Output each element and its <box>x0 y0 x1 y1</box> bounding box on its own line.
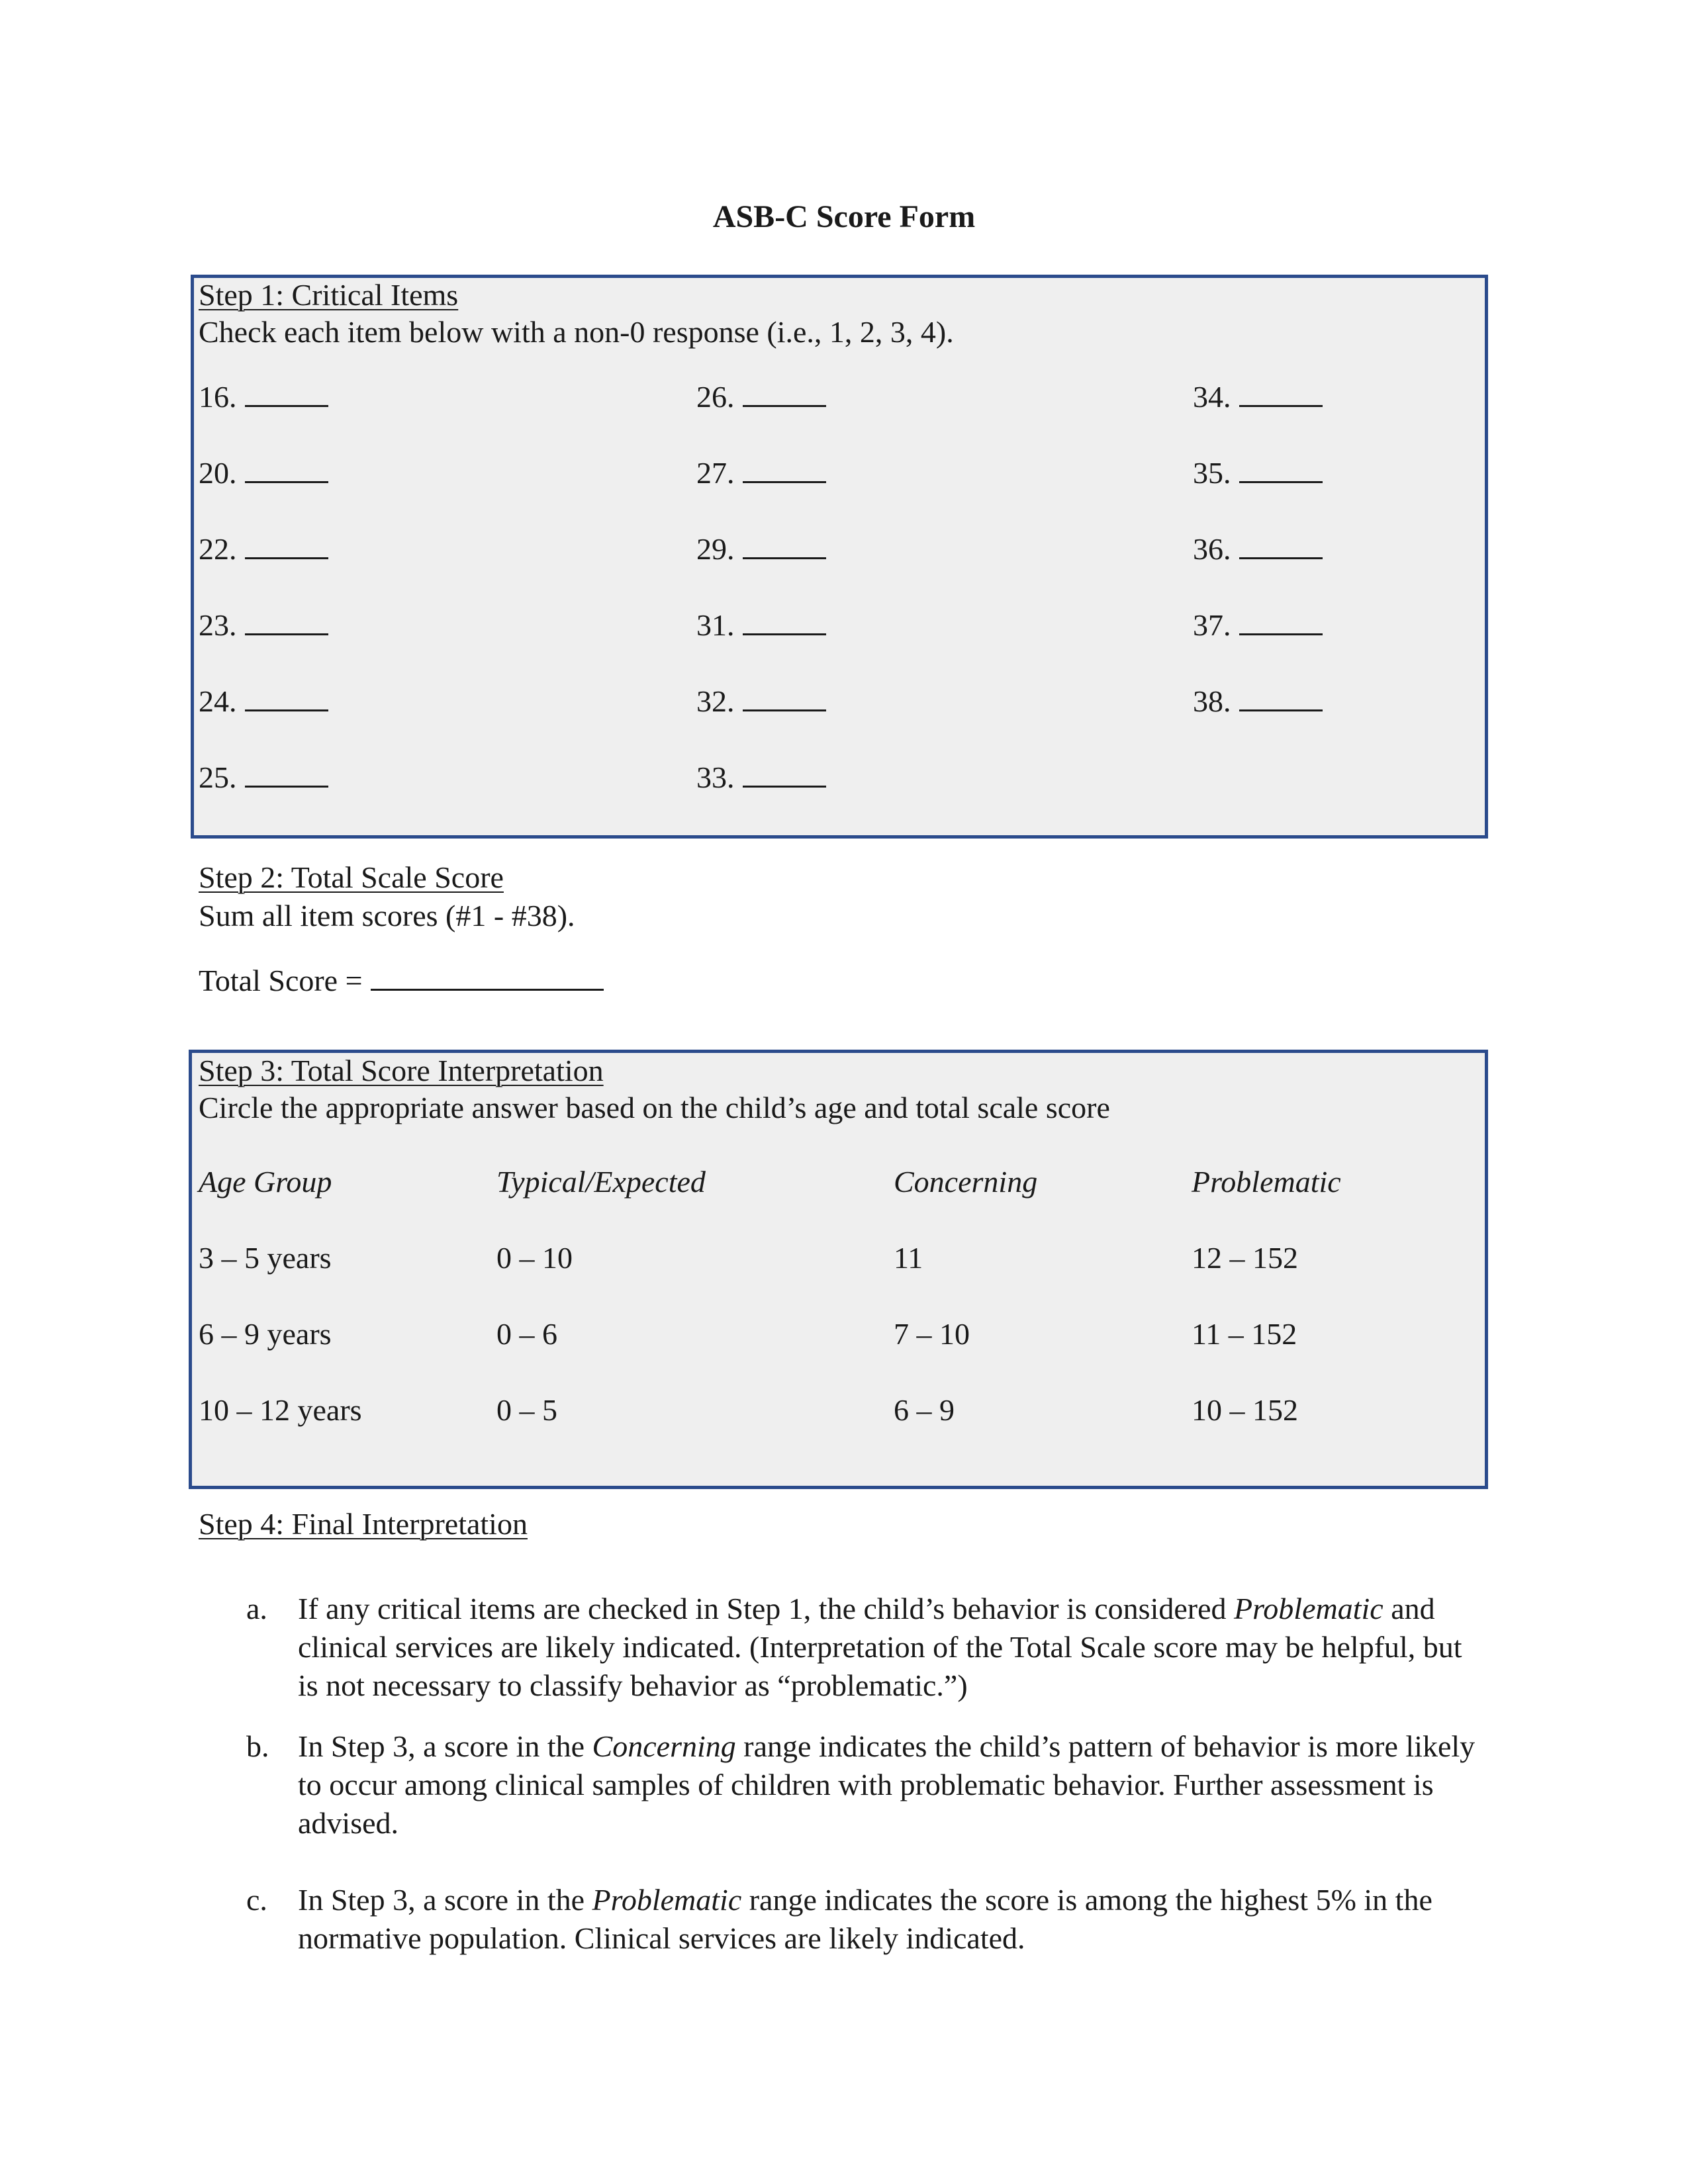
critical-item[interactable] <box>199 377 328 416</box>
table-cell[interactable]: 12 – 152 <box>1192 1241 1298 1275</box>
emphasis: Problematic <box>1234 1592 1383 1625</box>
critical-item[interactable] <box>696 529 826 568</box>
answer-blank[interactable] <box>245 758 328 788</box>
item-number: 22. <box>199 532 237 566</box>
table-cell[interactable]: 0 – 5 <box>496 1393 557 1427</box>
item-number: 35. <box>1193 456 1231 490</box>
header-concerning: Concerning <box>894 1165 1038 1199</box>
item-number: 20. <box>199 456 237 490</box>
critical-item[interactable] <box>1193 682 1323 720</box>
item-number: 34. <box>1193 380 1231 414</box>
answer-blank[interactable] <box>1239 606 1323 635</box>
answer-blank[interactable] <box>743 682 826 711</box>
item-number: 26. <box>696 380 735 414</box>
item-number: 31. <box>696 608 735 642</box>
interpretation-item-b <box>298 1727 1486 1843</box>
text: and clinical services are likely indicated. (Interpretation of the Total Scale score may be helpful, but is not necessary to classify behavior as “problematic.”) <box>298 1592 1462 1702</box>
total-score-blank[interactable] <box>371 961 604 991</box>
critical-item[interactable] <box>1193 606 1323 644</box>
text: In Step 3, a score in the <box>298 1883 592 1917</box>
emphasis: Problematic <box>592 1883 742 1917</box>
text: If any critical items are checked in Step 1, the child’s behavior is considered <box>298 1592 1235 1625</box>
answer-blank[interactable] <box>743 529 826 559</box>
text: range indicates the score is among the highest 5% in the normative population. Clinical services are likely indicated. <box>298 1883 1432 1955</box>
critical-item[interactable] <box>696 377 826 416</box>
table-cell[interactable]: 0 – 6 <box>496 1317 557 1351</box>
header-age-group: Age Group <box>199 1165 332 1199</box>
critical-item[interactable] <box>199 758 328 796</box>
answer-blank[interactable] <box>1239 453 1323 483</box>
answer-blank[interactable] <box>1239 377 1323 407</box>
critical-item[interactable] <box>1193 377 1323 416</box>
table-cell: 3 – 5 years <box>199 1241 332 1275</box>
item-number: 38. <box>1193 684 1231 718</box>
item-number: 24. <box>199 684 237 718</box>
table-cell: 10 – 12 years <box>199 1393 362 1427</box>
table-cell[interactable]: 10 – 152 <box>1192 1393 1298 1427</box>
item-number: 36. <box>1193 532 1231 566</box>
interpretation-item-a <box>298 1590 1486 1705</box>
critical-item[interactable] <box>199 606 328 644</box>
critical-item[interactable] <box>199 682 328 720</box>
critical-item[interactable] <box>199 529 328 568</box>
answer-blank[interactable] <box>245 453 328 483</box>
step2-instruction: Sum all item scores (#1 - #38). <box>199 899 575 933</box>
step1-heading: Step 1: Critical Items <box>199 278 459 312</box>
item-number: 33. <box>696 760 735 794</box>
critical-item[interactable] <box>696 453 826 492</box>
answer-blank[interactable] <box>1239 529 1323 559</box>
item-number: 25. <box>199 760 237 794</box>
list-marker-c: c. <box>246 1883 267 1917</box>
answer-blank[interactable] <box>245 682 328 711</box>
critical-item[interactable] <box>696 758 826 796</box>
answer-blank[interactable] <box>245 529 328 559</box>
interpretation-item-c <box>298 1881 1486 1958</box>
step3-instruction: Circle the appropriate answer based on the child’s age and total scale score <box>199 1091 1110 1124</box>
item-number: 27. <box>696 456 735 490</box>
text: In Step 3, a score in the <box>298 1729 592 1763</box>
answer-blank[interactable] <box>1239 682 1323 711</box>
table-cell[interactable]: 0 – 10 <box>496 1241 573 1275</box>
answer-blank[interactable] <box>743 453 826 483</box>
header-problematic: Problematic <box>1192 1165 1341 1199</box>
item-number: 37. <box>1193 608 1231 642</box>
list-marker-b: b. <box>246 1729 269 1763</box>
header-typical: Typical/Expected <box>496 1165 706 1199</box>
item-number: 16. <box>199 380 237 414</box>
list-marker-a: a. <box>246 1592 267 1625</box>
critical-item[interactable] <box>696 682 826 720</box>
critical-item[interactable] <box>1193 529 1323 568</box>
answer-blank[interactable] <box>743 606 826 635</box>
step2-heading: Step 2: Total Scale Score <box>199 860 504 894</box>
step1-instruction: Check each item below with a non-0 response (i.e., 1, 2, 3, 4). <box>199 315 954 349</box>
page-title: ASB-C Score Form <box>712 199 976 234</box>
table-cell[interactable]: 6 – 9 <box>894 1393 955 1427</box>
answer-blank[interactable] <box>245 606 328 635</box>
total-score-row <box>199 961 604 999</box>
step3-heading: Step 3: Total Score Interpretation <box>199 1054 604 1087</box>
item-number: 29. <box>696 532 735 566</box>
table-cell[interactable]: 11 – 152 <box>1192 1317 1297 1351</box>
item-number: 23. <box>199 608 237 642</box>
emphasis: Concerning <box>592 1729 736 1763</box>
critical-item[interactable] <box>1193 453 1323 492</box>
critical-item[interactable] <box>696 606 826 644</box>
table-cell: 6 – 9 years <box>199 1317 332 1351</box>
text: range indicates the child’s pattern of behavior is more likely to occur among clinical samples of children with problematic behavior. Further assessment is advised. <box>298 1729 1476 1840</box>
answer-blank[interactable] <box>743 377 826 407</box>
table-cell[interactable]: 11 <box>894 1241 923 1275</box>
table-cell[interactable]: 7 – 10 <box>894 1317 970 1351</box>
item-number: 32. <box>696 684 735 718</box>
answer-blank[interactable] <box>743 758 826 788</box>
answer-blank[interactable] <box>245 377 328 407</box>
total-score-label: Total Score = <box>199 964 363 997</box>
step4-heading: Step 4: Final Interpretation <box>199 1507 528 1541</box>
critical-item[interactable] <box>199 453 328 492</box>
